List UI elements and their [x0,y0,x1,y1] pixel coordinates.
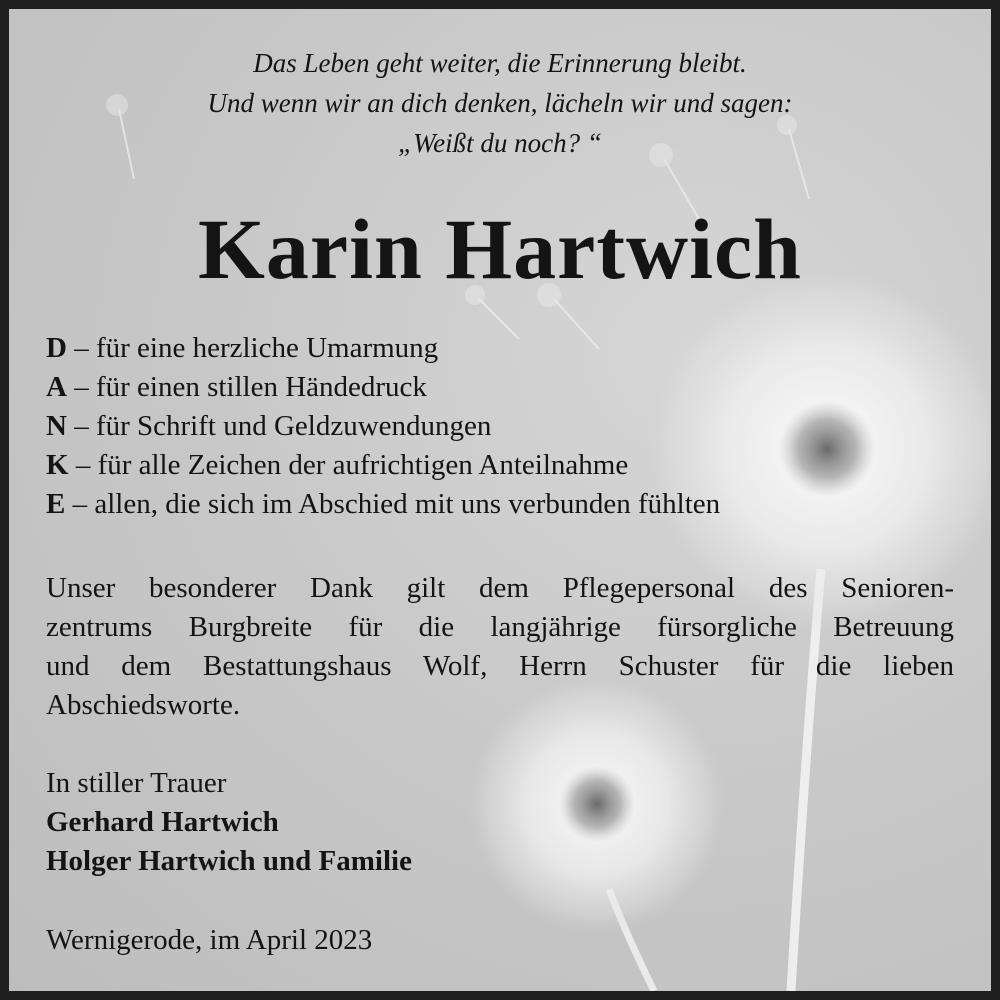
mourners-intro: In stiller Trauer [46,767,227,799]
dank-text: – für eine herzliche Umarmung [66,332,439,364]
dank-text: – für einen stillen Händedruck [66,371,427,403]
place-and-date: Wernigerode, im April 2023 [46,924,373,956]
dank-text: – für Schrift und Geldzuwendungen [66,410,492,442]
dank-letter: N [46,410,67,442]
quote-line-2: Und wenn wir an dich denken, lächeln wir und sagen: [207,88,793,118]
dank-text: – allen, die sich im Abschied mit uns verbunden fühlten [65,488,721,520]
dank-row-n [46,407,946,446]
dank-acrostic [46,329,946,524]
thanks-line-1: Unser besonderer Dank gilt dem Pflegepersonal des Senioren- [46,572,954,604]
deceased-name: Karin Hartwich [198,201,802,297]
quote-line-1: Das Leben geht weiter, die Erinnerung bleibt. [253,48,747,78]
quote-line-3: „Weißt du noch? “ [398,128,602,158]
dank-letter: A [46,371,67,403]
dank-text: – für alle Zeichen der aufrichtigen Anteilnahme [68,449,629,481]
thanks-line-3: und dem Bestattungshaus Wolf, Herrn Schuster für die lieben [46,650,954,682]
mourner-name: Holger Hartwich und Familie [46,845,412,877]
dank-letter: D [46,332,67,364]
thanks-line-2: zentrums Burgbreite für die langjährige fürsorgliche Betreuung [46,611,954,643]
dank-row-e [46,485,946,524]
dank-letter: E [46,488,66,520]
dank-letter: K [46,449,69,481]
mourners-block [46,764,846,881]
memorial-quote [9,43,991,163]
thanks-line-4: Abschiedsworte. [46,689,241,721]
special-thanks-paragraph [46,569,954,725]
mourner-name: Gerhard Hartwich [46,806,279,838]
dank-row-d [46,329,946,368]
dank-row-k [46,446,946,485]
dank-row-a [46,368,946,407]
